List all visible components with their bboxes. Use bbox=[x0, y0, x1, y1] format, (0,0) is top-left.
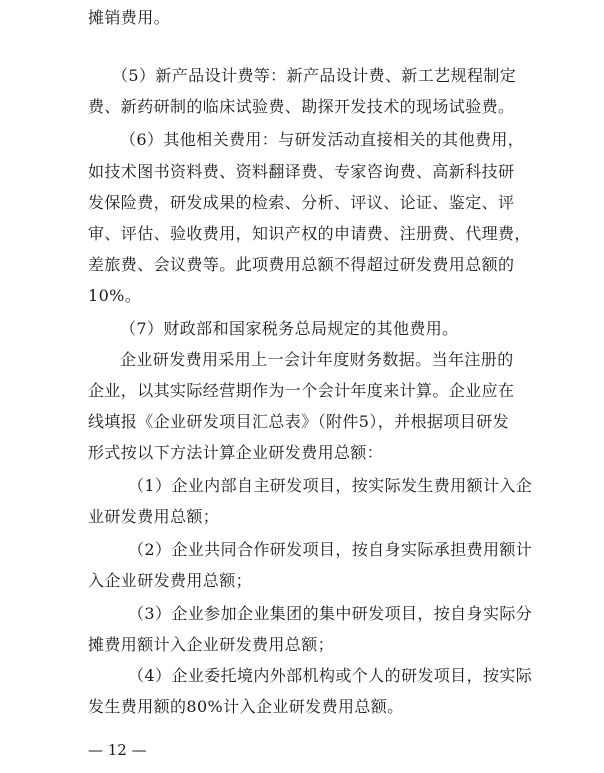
text-line: 企业研发费用采用上一会计年度财务数据。当年注册的 bbox=[120, 350, 514, 369]
text-line: （5）新产品设计费等：新产品设计费、新工艺规程制定 bbox=[112, 66, 517, 85]
text-line: 摊费用额计入企业研发费用总额； bbox=[88, 635, 335, 654]
text-line: （7）财政部和国家税务总局规定的其他费用。 bbox=[120, 319, 459, 338]
text-line: 企业，以其实际经营期作为一个会计年度来计算。企业应在 bbox=[88, 381, 515, 400]
text-line: 差旅费、会议费等。此项费用总额不得超过研发费用总额的 bbox=[88, 255, 515, 274]
text-line: 形式按以下方法计算企业研发费用总额： bbox=[88, 443, 384, 462]
text-line: 业研发费用总额； bbox=[88, 507, 220, 526]
text-line: （3）企业参加企业集团的集中研发项目，按自身实际分 bbox=[128, 604, 533, 623]
text-line: （4）企业委托境内外部机构或个人的研发项目，按实际 bbox=[128, 666, 533, 685]
text-line: （1）企业内部自主研发项目，按实际发生费用额计入企 bbox=[128, 476, 533, 495]
text-line: 10%。 bbox=[88, 286, 142, 305]
text-line: 如技术图书资料费、资料翻译费、专家咨询费、高新科技研 bbox=[88, 162, 515, 181]
text-line: （2）企业共同合作研发项目，按自身实际承担费用额计 bbox=[128, 540, 533, 559]
text-line: 入企业研发费用总额； bbox=[88, 571, 253, 590]
text-line: 发保险费，研发成果的检索、分析、评议、论证、鉴定、评 bbox=[88, 193, 515, 212]
text-line: 线填报《企业研发项目汇总表》（附件5），并根据项目研发 bbox=[88, 412, 509, 431]
text-line: （6）其他相关费用：与研发活动直接相关的其他费用， bbox=[120, 130, 525, 149]
page-number: — 12 — bbox=[88, 741, 147, 759]
text-line: 审、评估、验收费用，知识产权的申请费、注册费、代理费， bbox=[88, 224, 531, 243]
text-line: 发生费用额的80%计入企业研发费用总额。 bbox=[88, 697, 404, 716]
text-line: 费、新药研制的临床试验费、勘探开发技术的现场试验费。 bbox=[88, 97, 515, 116]
text-line: 摊销费用。 bbox=[88, 8, 171, 27]
